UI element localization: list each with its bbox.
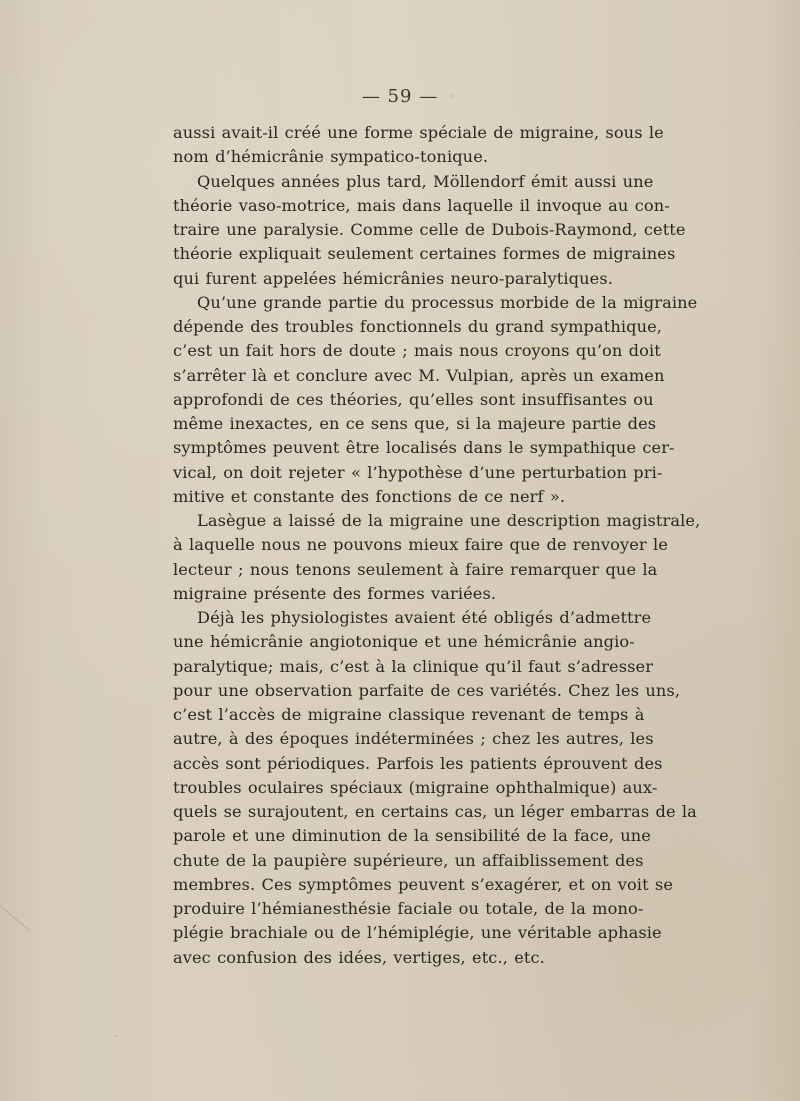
body-text	[173, 121, 701, 970]
text-line: c’est l’accès de migraine classique revenant de temps à	[173, 705, 645, 724]
text-line: traire une paralysie. Comme celle de Dubois-Raymond, cette	[173, 220, 686, 239]
text-line: s’arrêter là et conclure avec M. Vulpian, après un examen	[173, 365, 665, 385]
text-line: autre, à des époques indéterminées ; chez les autres, les	[173, 729, 654, 749]
text-line: une hémicrânie angiotonique et une hémicrânie angio-	[173, 632, 635, 652]
text-line: produire l’hémianesthésie faciale ou totale, de la mono-	[173, 899, 644, 918]
text-line: théorie expliquait seulement certaines formes de migraines	[173, 244, 676, 264]
text-line: dépende des troubles fonctionnels du grand sympathique,	[173, 317, 663, 336]
page-number: — 59 —	[361, 86, 439, 107]
text-line: aussi avait-il créé une forme spéciale de migraine, sous le	[173, 123, 664, 142]
text-line: chute de la paupière supérieure, un affaiblissement des	[173, 850, 644, 870]
text-line: troubles oculaires spéciaux (migraine ophthalmique) aux-	[173, 777, 658, 797]
text-line: parole et une diminution de la sensibilité de la face, une	[173, 826, 651, 846]
text-line: approfondi de ces théories, qu’elles sont insuffisantes ou	[173, 389, 654, 409]
text-line: Lasègue a laissé de la migraine une description magistrale,	[197, 511, 701, 530]
text-line: symptômes peuvent être localisés dans le sympathique cer-	[173, 438, 675, 458]
text-line: pour une observation parfaite de ces variétés. Chez les uns,	[173, 680, 681, 700]
text-line: accès sont périodiques. Parfois les patients éprouvent des	[173, 753, 663, 773]
text-line: plégie brachiale ou de l’hémiplégie, une véritable aphasie	[173, 923, 662, 943]
text-line: lecteur ; nous tenons seulement à faire remarquer que la	[173, 559, 658, 579]
text-line: paralytique; mais, c’est à la clinique qu’il faut s’adresser	[173, 656, 654, 676]
text-line: même inexactes, en ce sens que, si la majeure partie des	[173, 414, 657, 433]
text-line: avec confusion des idées, vertiges, etc., etc.	[173, 947, 545, 967]
text-line: vical, on doit rejeter « l’hypothèse d’une perturbation pri-	[173, 462, 663, 482]
page-crease	[0, 905, 31, 962]
text-line: Quelques années plus tard, Möllendorf émit aussi une	[197, 171, 654, 191]
text-line: qui furent appelées hémicrânies neuro-paralytiques.	[173, 268, 613, 288]
text-line: quels se surajoutent, en certains cas, un léger embarras de la	[173, 802, 697, 821]
text-line: théorie vaso-motrice, mais dans laquelle il invoque au con-	[173, 195, 670, 215]
text-line: Déjà les physiologistes avaient été obligés d’admettre	[197, 608, 652, 627]
text-line: à laquelle nous ne pouvons mieux faire que de renvoyer le	[173, 535, 668, 555]
paper-speck	[115, 1035, 117, 1037]
text-line: c’est un fait hors de doute ; mais nous croyons qu’on doit	[173, 341, 661, 361]
text-line: nom d’hémicrânie sympatico-tonique.	[173, 147, 489, 167]
text-line: migraine présente des formes variées.	[173, 583, 497, 603]
text-line: Qu’une grande partie du processus morbide de la migraine	[197, 292, 698, 312]
text-line: mitive et constante des fonctions de ce nerf ».	[173, 486, 566, 506]
text-line: membres. Ces symptômes peuvent s’exagérer, et on voit se	[173, 874, 674, 894]
